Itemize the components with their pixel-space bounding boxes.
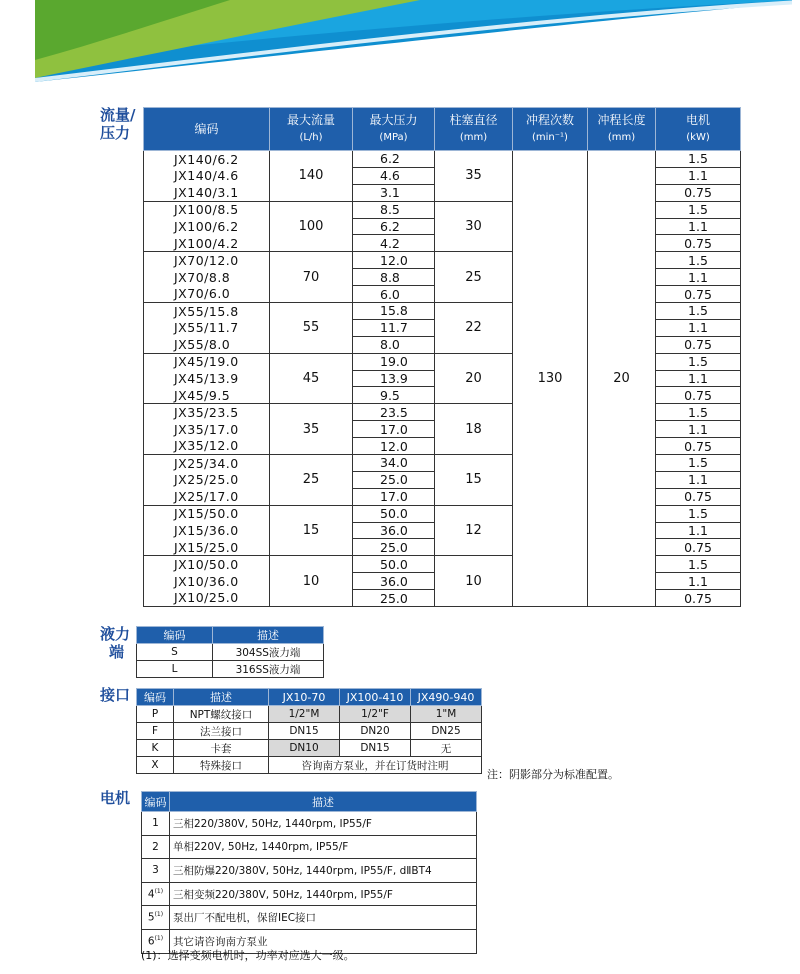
- footnote-marker: (1): [154, 935, 164, 943]
- motor-power: 0.75: [656, 387, 741, 404]
- header-unit: (min⁻¹): [532, 132, 568, 143]
- motor-code: [142, 859, 170, 883]
- stroke-rate: 130: [513, 151, 588, 607]
- model-code: JX10/36.0: [144, 573, 270, 590]
- header-stroke-length: [588, 108, 656, 151]
- stroke-length: 20: [588, 151, 656, 607]
- motor-description: 其它请咨询南方泵业: [170, 929, 477, 953]
- section-label-line: 压力: [100, 124, 131, 142]
- max-pressure: 13.9: [353, 370, 435, 387]
- model-code: JX140/6.2: [144, 151, 270, 168]
- port-size-jx10-70: 1/2"M: [269, 706, 340, 723]
- header-text: 柱塞直径: [449, 113, 498, 127]
- model-code: JX70/12.0: [144, 252, 270, 269]
- model-code: JX140/3.1: [144, 184, 270, 201]
- port-size-jx490-940: 无: [411, 740, 482, 757]
- model-code: JX35/23.5: [144, 404, 270, 421]
- port-code: K: [137, 740, 174, 757]
- port-size-jx490-940: 1"M: [411, 706, 482, 723]
- motor-power: 1.5: [656, 505, 741, 522]
- max-flow: 45: [270, 353, 353, 404]
- model-code: JX100/6.2: [144, 218, 270, 235]
- max-pressure: 25.0: [353, 471, 435, 488]
- header-code: 编码: [142, 792, 170, 812]
- liquid-code: L: [137, 661, 213, 678]
- header-code: 编码: [137, 689, 174, 706]
- port-description: NPT螺纹接口: [174, 706, 269, 723]
- section-label-liquid-end: [100, 625, 130, 661]
- model-code: JX10/25.0: [144, 590, 270, 607]
- motor-power: 0.75: [656, 590, 741, 607]
- max-pressure: 17.0: [353, 488, 435, 505]
- plunger-diameter: 25: [435, 252, 513, 303]
- header-text: 最大压力: [369, 113, 418, 127]
- motor-power: 1.5: [656, 151, 741, 168]
- port-size-jx100-410: DN15: [340, 740, 411, 757]
- max-pressure: 8.8: [353, 269, 435, 286]
- model-code: JX100/4.2: [144, 235, 270, 252]
- max-pressure: 12.0: [353, 252, 435, 269]
- table-row: [137, 723, 482, 740]
- motor-power: 1.1: [656, 218, 741, 235]
- motor-footnote: (1)：选择变频电机时，功率对应选大一级。: [141, 949, 355, 962]
- header-unit: (mm): [607, 132, 636, 143]
- model-code: JX55/15.8: [144, 303, 270, 320]
- motor-power: 1.1: [656, 573, 741, 590]
- model-code: JX45/13.9: [144, 370, 270, 387]
- max-pressure: 8.5: [353, 201, 435, 218]
- max-pressure: 15.8: [353, 303, 435, 320]
- table-row: [137, 661, 324, 678]
- max-pressure: 34.0: [353, 455, 435, 472]
- motor-power: 1.5: [656, 201, 741, 218]
- table-row: [142, 906, 477, 930]
- max-flow: 70: [270, 252, 353, 303]
- spec-table: [143, 107, 741, 607]
- model-code: JX55/11.7: [144, 319, 270, 336]
- table-row: [144, 151, 741, 168]
- model-code: JX25/34.0: [144, 455, 270, 472]
- port-size-jx100-410: DN20: [340, 723, 411, 740]
- header-jx10-70: JX10-70: [269, 689, 340, 706]
- header-unit: (MPa): [379, 132, 408, 143]
- header-description: 描述: [213, 627, 324, 644]
- motor-power: 0.75: [656, 286, 741, 303]
- motor-power: 0.75: [656, 539, 741, 556]
- motor-code-value: 2: [152, 840, 159, 853]
- table-row: [137, 740, 482, 757]
- model-code: JX10/50.0: [144, 556, 270, 573]
- motor-description: 泵出厂不配电机，保留IEC接口: [170, 906, 477, 930]
- section-label-line: 端: [109, 643, 125, 661]
- max-pressure: 36.0: [353, 522, 435, 539]
- port-description: 卡套: [174, 740, 269, 757]
- motor-description: 三相变频220/380V, 50Hz, 1440rpm, IP55/F: [170, 882, 477, 906]
- max-flow: 35: [270, 404, 353, 455]
- plunger-diameter: 18: [435, 404, 513, 455]
- model-code: JX25/25.0: [144, 471, 270, 488]
- motor-code: [142, 906, 170, 930]
- model-code: JX45/9.5: [144, 387, 270, 404]
- model-code: JX45/19.0: [144, 353, 270, 370]
- header-motor: [656, 108, 741, 151]
- plunger-diameter: 20: [435, 353, 513, 404]
- motor-power: 1.5: [656, 455, 741, 472]
- max-flow: 10: [270, 556, 353, 607]
- max-pressure: 11.7: [353, 319, 435, 336]
- port-footnote: 注：阴影部分为标准配置。: [487, 768, 619, 781]
- plunger-diameter: 22: [435, 303, 513, 354]
- header-text: 电机: [685, 113, 710, 127]
- motor-description: 单相220V, 50Hz, 1440rpm, IP55/F: [170, 835, 477, 859]
- model-code: JX15/50.0: [144, 505, 270, 522]
- section-label-port: 接口: [100, 686, 131, 704]
- plunger-diameter: 15: [435, 455, 513, 506]
- max-pressure: 4.6: [353, 167, 435, 184]
- header-description: 描述: [170, 792, 477, 812]
- header-unit: (kW): [686, 132, 710, 143]
- max-pressure: 36.0: [353, 573, 435, 590]
- plunger-diameter: 30: [435, 201, 513, 252]
- header-code: 编码: [144, 108, 270, 151]
- motor-power: 1.5: [656, 404, 741, 421]
- table-row: [142, 812, 477, 836]
- model-code: JX100/8.5: [144, 201, 270, 218]
- motor-power: 0.75: [656, 336, 741, 353]
- motor-description: 三相防爆220/380V, 50Hz, 1440rpm, IP55/F, dⅡBT4: [170, 859, 477, 883]
- motor-description: 三相220/380V, 50Hz, 1440rpm, IP55/F: [170, 812, 477, 836]
- motor-table: [141, 791, 477, 954]
- motor-code-value: 6: [147, 935, 155, 948]
- model-code: JX55/8.0: [144, 336, 270, 353]
- max-pressure: 50.0: [353, 556, 435, 573]
- max-flow: 15: [270, 505, 353, 556]
- max-pressure: 50.0: [353, 505, 435, 522]
- model-code: JX15/25.0: [144, 539, 270, 556]
- motor-table-body: [142, 812, 477, 954]
- max-flow: 25: [270, 455, 353, 506]
- spec-table-body: [144, 151, 741, 607]
- table-header-row: [142, 792, 477, 812]
- header-code: 编码: [137, 627, 213, 644]
- model-code: JX70/6.0: [144, 286, 270, 303]
- port-description: 特殊接口: [174, 757, 269, 774]
- max-pressure: 8.0: [353, 336, 435, 353]
- motor-power: 0.75: [656, 184, 741, 201]
- header-text: 冲程次数: [525, 113, 574, 127]
- port-description: 法兰接口: [174, 723, 269, 740]
- port-size-jx10-70: DN10: [269, 740, 340, 757]
- liquid-description: 316SS液力端: [213, 661, 324, 678]
- header-unit: (mm): [459, 132, 488, 143]
- section-label-flow-pressure: [100, 106, 135, 142]
- port-size-jx100-410: 1/2"F: [340, 706, 411, 723]
- model-code: JX35/17.0: [144, 421, 270, 438]
- motor-power: 0.75: [656, 438, 741, 455]
- motor-code: [142, 812, 170, 836]
- max-pressure: 4.2: [353, 235, 435, 252]
- max-flow: 140: [270, 151, 353, 202]
- motor-power: 1.1: [656, 167, 741, 184]
- motor-power: 1.1: [656, 370, 741, 387]
- header-stroke-rate: [513, 108, 588, 151]
- header-jx490-940: JX490-940: [411, 689, 482, 706]
- port-special-note: 咨询南方泵业，并在订货时注明: [269, 757, 482, 774]
- header-banner: [0, 0, 800, 86]
- spec-table-header: [144, 108, 741, 151]
- table-row: [137, 644, 324, 661]
- header-unit: (L/h): [299, 132, 323, 143]
- footnote-marker: (1): [154, 911, 164, 919]
- port-size-jx10-70: DN15: [269, 723, 340, 740]
- header-text: 最大流量: [286, 113, 335, 127]
- port-code: F: [137, 723, 174, 740]
- model-code: JX15/36.0: [144, 522, 270, 539]
- port-code: P: [137, 706, 174, 723]
- motor-power: 1.1: [656, 269, 741, 286]
- liquid-description: 304SS液力端: [213, 644, 324, 661]
- table-row: [142, 882, 477, 906]
- port-code: X: [137, 757, 174, 774]
- max-pressure: 12.0: [353, 438, 435, 455]
- motor-power: 1.5: [656, 556, 741, 573]
- section-label-line: 流量/: [100, 106, 136, 124]
- header-plunger-diameter: [435, 108, 513, 151]
- max-pressure: 6.2: [353, 218, 435, 235]
- motor-power: 0.75: [656, 488, 741, 505]
- max-pressure: 9.5: [353, 387, 435, 404]
- port-table: [136, 688, 482, 774]
- motor-power: 1.1: [656, 319, 741, 336]
- model-code: JX140/4.6: [144, 167, 270, 184]
- section-label-line: 液力: [100, 625, 131, 643]
- motor-code-value: 4: [147, 888, 155, 901]
- max-pressure: 17.0: [353, 421, 435, 438]
- port-size-jx490-940: DN25: [411, 723, 482, 740]
- max-pressure: 25.0: [353, 539, 435, 556]
- motor-power: 1.5: [656, 303, 741, 320]
- header-max-pressure: [353, 108, 435, 151]
- max-flow: 55: [270, 303, 353, 354]
- plunger-diameter: 10: [435, 556, 513, 607]
- motor-power: 1.1: [656, 522, 741, 539]
- plunger-diameter: 35: [435, 151, 513, 202]
- motor-power: 1.1: [656, 471, 741, 488]
- motor-code-value: 1: [152, 817, 159, 830]
- section-label-motor: 电机: [100, 789, 131, 807]
- motor-power: 1.5: [656, 353, 741, 370]
- motor-power: 0.75: [656, 235, 741, 252]
- footnote-marker: (1): [154, 887, 164, 895]
- max-pressure: 3.1: [353, 184, 435, 201]
- model-code: JX35/12.0: [144, 438, 270, 455]
- header-max-flow: [270, 108, 353, 151]
- motor-code: [142, 835, 170, 859]
- model-code: JX25/17.0: [144, 488, 270, 505]
- motor-power: 1.5: [656, 252, 741, 269]
- motor-code-value: 3: [152, 864, 159, 877]
- max-pressure: 19.0: [353, 353, 435, 370]
- table-row: [142, 859, 477, 883]
- max-flow: 100: [270, 201, 353, 252]
- max-pressure: 23.5: [353, 404, 435, 421]
- model-code: JX70/8.8: [144, 269, 270, 286]
- table-header-row: [137, 627, 324, 644]
- motor-code: [142, 882, 170, 906]
- table-row: [137, 757, 482, 774]
- max-pressure: 25.0: [353, 590, 435, 607]
- header-description: 描述: [174, 689, 269, 706]
- header-text: 冲程长度: [597, 113, 646, 127]
- motor-power: 1.1: [656, 421, 741, 438]
- header-jx100-410: JX100-410: [340, 689, 411, 706]
- liquid-code: S: [137, 644, 213, 661]
- max-pressure: 6.2: [353, 151, 435, 168]
- table-header-row: [137, 689, 482, 706]
- liquid-end-table: [136, 626, 324, 678]
- table-row: [137, 706, 482, 723]
- motor-code-value: 5: [147, 911, 155, 924]
- table-row: [142, 835, 477, 859]
- max-pressure: 6.0: [353, 286, 435, 303]
- plunger-diameter: 12: [435, 505, 513, 556]
